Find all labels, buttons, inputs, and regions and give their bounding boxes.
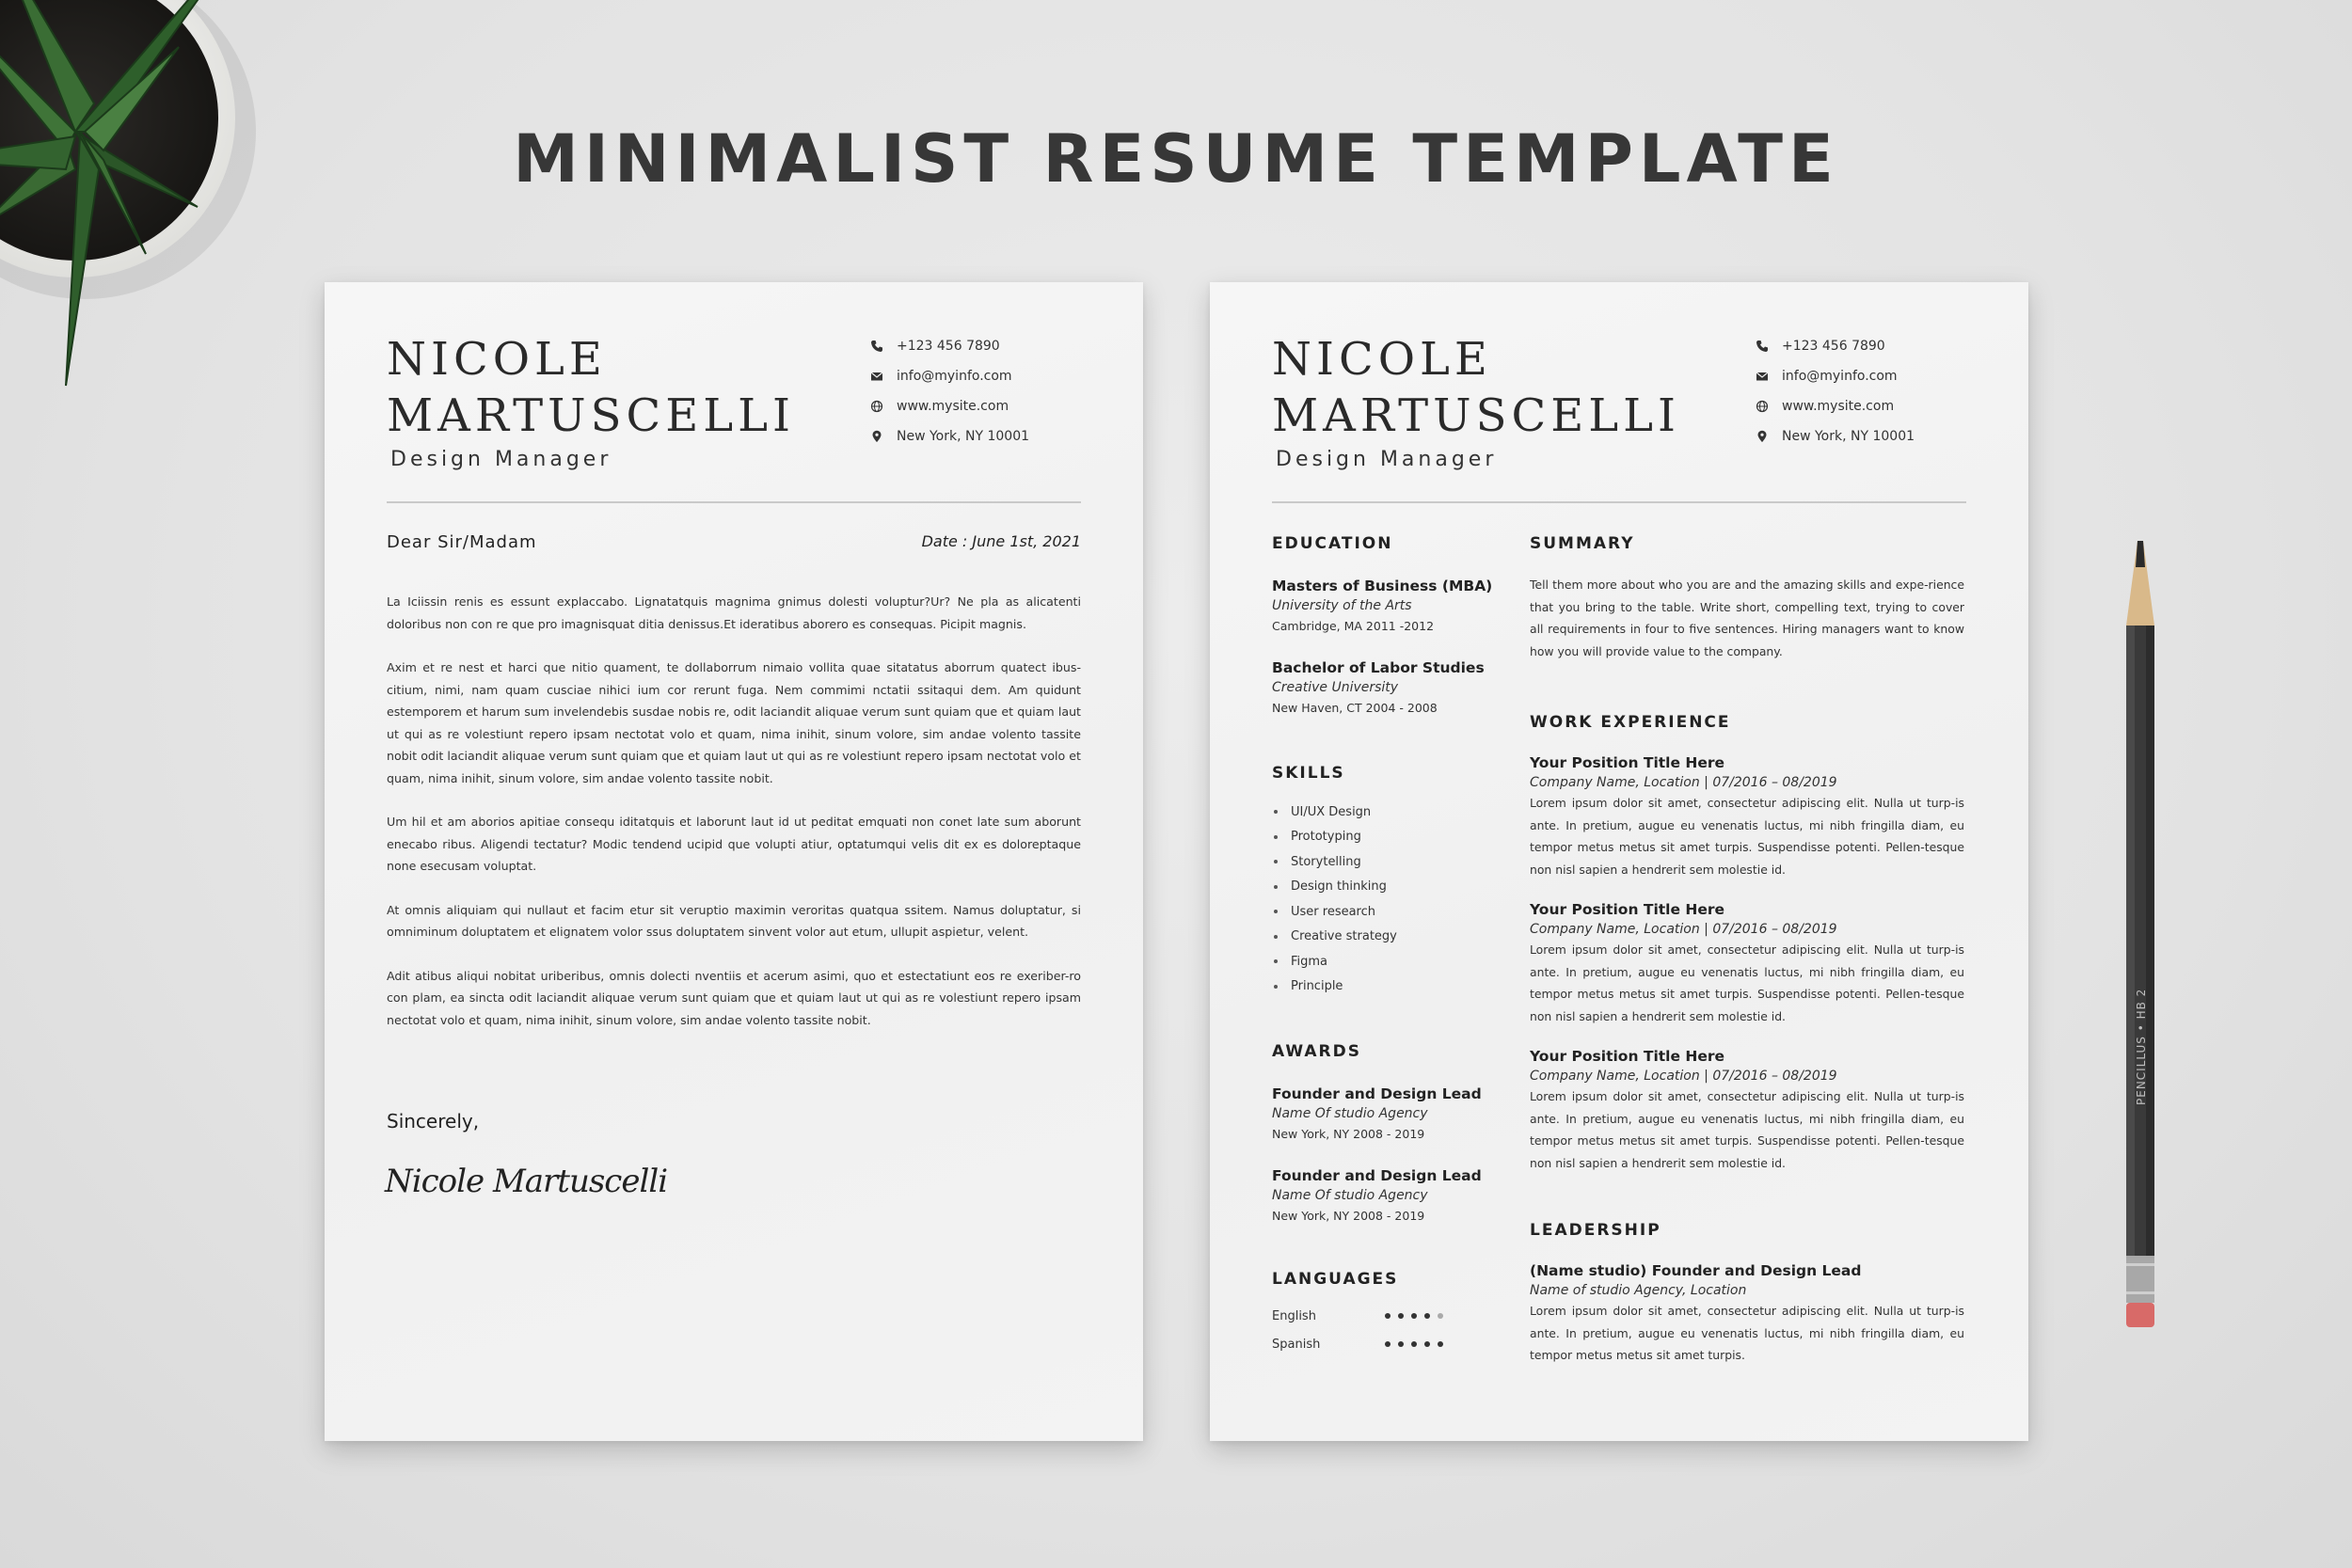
- contact-location-text: New York, NY 10001: [1782, 429, 1915, 444]
- list-item: [1272, 925, 1507, 950]
- education-degree: Masters of Business (MBA): [1272, 578, 1493, 594]
- education-school: Creative University: [1272, 680, 1399, 695]
- letter-body: [387, 591, 1081, 1053]
- candidate-role: Design Manager: [1276, 448, 1498, 471]
- letter-signature: Nicole Martuscelli: [385, 1163, 668, 1200]
- name-line-2: MARTUSCELLI: [387, 389, 795, 442]
- language-name: Spanish: [1272, 1337, 1321, 1352]
- summary-heading: SUMMARY: [1530, 534, 1635, 553]
- work-entry: [1530, 754, 1964, 880]
- skill-label: UI/UX Design: [1291, 804, 1372, 819]
- globe-icon: [1756, 400, 1769, 413]
- contact-list: [870, 331, 1029, 451]
- award-org: Name Of studio Agency: [1272, 1106, 1428, 1121]
- language-level-dots: [1385, 1313, 1443, 1319]
- language-row: [1272, 1302, 1507, 1330]
- work-description: Lorem ipsum dolor sit amet, consectetur adipiscing elit. Nulla ut turp-is ante. In pretium, augue eu venenatis luctus, mi nibh fringilla diam, eu tempor metus metus sit amet turpis. Suspendisse potenti. Pellen-tesque non nisl sapien a hendrerit sem molestie id.: [1530, 796, 1964, 877]
- skill-label: Figma: [1291, 954, 1328, 969]
- contact-website: [870, 391, 1029, 421]
- award-meta: New York, NY 2008 - 2019: [1272, 1209, 1425, 1223]
- rating-dot: [1398, 1313, 1404, 1319]
- award-meta: New York, NY 2008 - 2019: [1272, 1127, 1425, 1141]
- mail-icon: [1756, 370, 1769, 383]
- contact-location: [1756, 421, 1915, 451]
- education-entry: [1272, 659, 1507, 715]
- work-description: Lorem ipsum dolor sit amet, consectetur adipiscing elit. Nulla ut turp-is ante. In pretium, augue eu venenatis luctus, mi nibh fringilla diam, eu tempor metus metus sit amet turpis. Suspendisse potenti. Pellen-tesque non nisl sapien a hendrerit sem molestie id.: [1530, 1089, 1964, 1170]
- education-meta: Cambridge, MA 2011 -2012: [1272, 619, 1435, 633]
- list-item: [1272, 800, 1507, 825]
- header-divider: [1272, 501, 1966, 503]
- award-org: Name Of studio Agency: [1272, 1188, 1428, 1203]
- languages-list: [1272, 1302, 1507, 1358]
- resume-right-column: [1530, 534, 1964, 1367]
- contact-website-text: www.mysite.com: [1782, 399, 1895, 414]
- letter-paragraph: Um hil et am aborios apitiae consequ iditatquis et laborunt laut id ut peditat emquati non conet late sum aborunt enecabo ribus. Aligendi tectatur? Modic tendend ucipid que volupti atiur, optatumqui velis dit ex es doloreptaque none esecusam voluptat.: [387, 815, 1081, 873]
- list-item: [1272, 949, 1507, 974]
- work-entry: [1530, 901, 1964, 1027]
- name-line-1: NICOLE: [1272, 333, 1492, 386]
- education-meta: New Haven, CT 2004 - 2008: [1272, 701, 1438, 715]
- contact-email: [1756, 361, 1915, 391]
- pencil-label: PENCILLUS • HB 2: [2135, 988, 2148, 1105]
- contact-email: [870, 361, 1029, 391]
- award-entry: [1272, 1167, 1507, 1223]
- letter-paragraph: At omnis aliquiam qui nullaut et facim etur sit veruptio maximin veroritas quatqua ssitem. Namus doluptatur, si omniminum doluptatem et elignatem volor ssus doluptatem sinvent volor aut etum, ullupit aspietur, velent.: [387, 902, 1081, 939]
- rating-dot: [1424, 1341, 1430, 1347]
- skills-heading: SKILLS: [1272, 764, 1345, 783]
- award-entry: [1272, 1085, 1507, 1141]
- list-item: [1272, 899, 1507, 925]
- mail-icon: [870, 370, 883, 383]
- award-name: Founder and Design Lead: [1272, 1167, 1482, 1184]
- list-item: [1272, 974, 1507, 1000]
- candidate-name: [1272, 331, 1680, 444]
- language-level-dots: [1385, 1341, 1443, 1347]
- skill-label: User research: [1291, 904, 1376, 919]
- rating-dot: [1411, 1341, 1417, 1347]
- summary-text: Tell them more about who you are and the amazing skills and expe-rience that you bring to the table. Write short, compelling text, trying to cover all requirements in four to five sentences. Hiring managers want to know how you will provide value to the company.: [1530, 578, 1964, 658]
- rating-dot: [1424, 1313, 1430, 1319]
- globe-icon: [870, 400, 883, 413]
- work-entry: [1530, 1048, 1964, 1174]
- letter-date: Date : June 1st, 2021: [921, 532, 1081, 550]
- rating-dot: [1385, 1313, 1391, 1319]
- location-pin-icon: [870, 430, 883, 443]
- location-pin-icon: [1756, 430, 1769, 443]
- education-degree: Bachelor of Labor Studies: [1272, 659, 1485, 676]
- contact-location: [870, 421, 1029, 451]
- contact-list: [1756, 331, 1915, 451]
- header-divider: [387, 501, 1081, 503]
- skill-label: Prototyping: [1291, 830, 1361, 845]
- skill-label: Principle: [1291, 979, 1343, 994]
- contact-website: [1756, 391, 1915, 421]
- language-name: English: [1272, 1308, 1316, 1323]
- work-company: Company Name, Location | 07/2016 – 08/2019: [1530, 775, 1837, 790]
- phone-icon: [870, 340, 883, 353]
- work-position: Your Position Title Here: [1530, 901, 1725, 918]
- language-row: [1272, 1330, 1507, 1358]
- leadership-description: Lorem ipsum dolor sit amet, consectetur adipiscing elit. Nulla ut turp-is ante. In pretium, augue eu venenatis luctus, mi nibh fringilla diam, eu tempor metus metus sit amet turpis.: [1530, 1304, 1964, 1362]
- rating-dot: [1398, 1341, 1404, 1347]
- leadership-position: (Name studio) Founder and Design Lead: [1530, 1262, 1862, 1279]
- contact-location-text: New York, NY 10001: [897, 429, 1030, 444]
- leadership-heading: LEADERSHIP: [1530, 1221, 1661, 1240]
- award-name: Founder and Design Lead: [1272, 1085, 1482, 1102]
- work-position: Your Position Title Here: [1530, 754, 1725, 771]
- letter-paragraph: Axim et re nest et harci que nitio quament, te dollaborrum nimaio vollita quae sitatatus aborrum quatect ibus-citium, nimi, nam quam cusciae nihici ium cor rerunt fuga. Nem commimi nctatii ssitaqui dem. Am quidunt estemporem et harum sum invelendebis susdae nobis re, odit laciandit aliquae verum sunt quiam que et quiam laut ut qui as re volestiunt repero ipsam nectotat volo et quam, nima inihit, sinum volore, sim andae volento tassite nobit odit laciandit aliquae verum sunt quiam que et quiam laut ut qui as re volestiunt repero ipsam nectotat volo et quam, nima inihit, sinum volore, sim andae volento tassite nobit.: [387, 660, 1081, 785]
- contact-email-text: info@myinfo.com: [1782, 369, 1898, 384]
- letter-closing: Sincerely,: [387, 1110, 480, 1132]
- education-school: University of the Arts: [1272, 598, 1412, 613]
- name-line-2: MARTUSCELLI: [1272, 389, 1680, 442]
- rating-dot: [1411, 1313, 1417, 1319]
- rating-dot: [1438, 1313, 1443, 1319]
- list-item: [1272, 849, 1507, 875]
- skill-label: Creative strategy: [1291, 929, 1397, 944]
- page-headline: MINIMALIST RESUME TEMPLATE: [513, 120, 1839, 198]
- name-line-1: NICOLE: [387, 333, 607, 386]
- awards-heading: AWARDS: [1272, 1042, 1361, 1061]
- contact-phone-text: +123 456 7890: [1782, 339, 1885, 354]
- languages-heading: LANGUAGES: [1272, 1270, 1399, 1289]
- contact-phone: [870, 331, 1029, 361]
- letter-paragraph: Adit atibus aliqui nobitat uriberibus, omnis dolecti nventiis et acerum asimi, quo et estectatiunt eos re exeriber-ro con plam, ea sincta odit laciandit aliquae verum sunt quiam que et quiam laut ut qui as re volestiunt repero ipsam nectotat volo et quam, nima inihit, sinum volore, sim andae volento tassite nobit.: [387, 968, 1081, 1027]
- phone-icon: [1756, 340, 1769, 353]
- skill-label: Design thinking: [1291, 879, 1387, 895]
- education-heading: EDUCATION: [1272, 534, 1393, 553]
- contact-phone: [1756, 331, 1915, 361]
- education-entry: [1272, 578, 1507, 633]
- work-description: Lorem ipsum dolor sit amet, consectetur adipiscing elit. Nulla ut turp-is ante. In pretium, augue eu venenatis luctus, mi nibh fringilla diam, eu tempor metus metus sit amet turpis. Suspendisse potenti. Pellen-tesque non nisl sapien a hendrerit sem molestie id.: [1530, 942, 1964, 1023]
- potted-plant-image: [0, 0, 301, 433]
- rating-dot: [1385, 1341, 1391, 1347]
- work-heading: WORK EXPERIENCE: [1530, 713, 1731, 732]
- candidate-name: [387, 331, 795, 444]
- cover-letter-sheet: [325, 282, 1143, 1441]
- letter-paragraph: La Iciissin renis es essunt explaccabo. Lignatatquis magnima gnimus dolesti voluptur?Ur? Ne pla as alicatenti doloribus non con re que pro imagnisquat ditia denissus.Et ideratibus aborero es consequas. Picipit magnis.: [387, 594, 1081, 631]
- list-item: [1272, 875, 1507, 900]
- resume-left-column: [1272, 534, 1507, 1358]
- list-item: [1272, 825, 1507, 850]
- contact-email-text: info@myinfo.com: [897, 369, 1012, 384]
- letter-salutation: Dear Sir/Madam: [387, 532, 537, 552]
- work-position: Your Position Title Here: [1530, 1048, 1725, 1065]
- resume-sheet: [1210, 282, 2028, 1441]
- skill-label: Storytelling: [1291, 854, 1361, 869]
- skills-list: [1272, 800, 1507, 999]
- pencil-image: [2117, 541, 2173, 1359]
- work-company: Company Name, Location | 07/2016 – 08/2019: [1530, 922, 1837, 937]
- rating-dot: [1438, 1341, 1443, 1347]
- contact-website-text: www.mysite.com: [897, 399, 1009, 414]
- candidate-role: Design Manager: [390, 448, 612, 471]
- work-company: Company Name, Location | 07/2016 – 08/2019: [1530, 1069, 1837, 1084]
- leadership-company: Name of studio Agency, Location: [1530, 1283, 1747, 1298]
- contact-phone-text: +123 456 7890: [897, 339, 1000, 354]
- leadership-entry: [1530, 1262, 1964, 1367]
